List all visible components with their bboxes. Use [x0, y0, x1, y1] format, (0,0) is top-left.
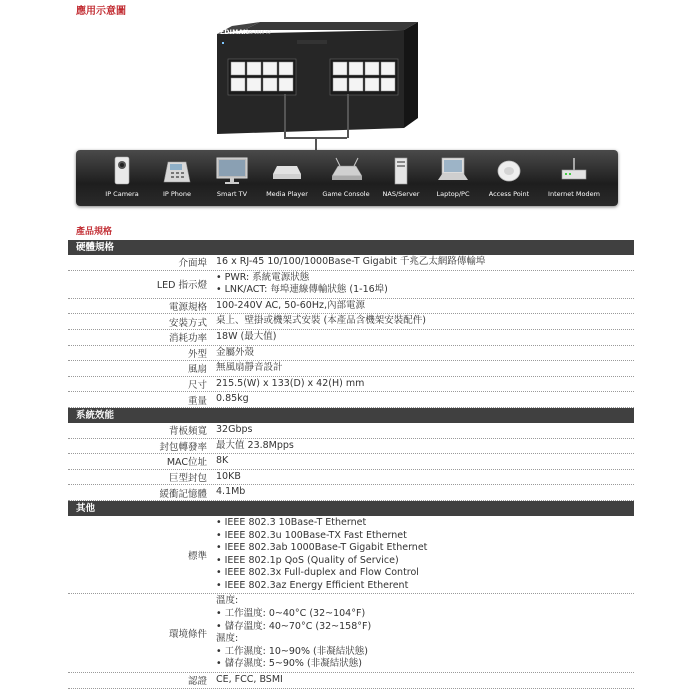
device-smart-tv [212, 150, 252, 206]
access-point-icon [495, 156, 523, 186]
spec-row [68, 314, 634, 330]
spec-row [68, 516, 634, 595]
spec-value-line: 最大值 23.8Mpps [216, 439, 294, 451]
cable-line-right [347, 94, 349, 138]
device-label: IP Phone [162, 190, 192, 198]
spec-label: LED 指示燈 [156, 280, 207, 292]
spec-label: 尺寸 [187, 380, 207, 392]
spec-row [68, 454, 634, 470]
spec-value-line: 8K [216, 455, 229, 467]
spec-value-line: • 儲存溫度: 40~70°C (32~158°F) [216, 620, 372, 632]
spec-label: 重量 [187, 395, 207, 407]
spec-value [216, 299, 634, 314]
spec-value-line: • 工作濕度: 10~90% (非凝結狀態) [216, 645, 368, 657]
ethernet-port [231, 62, 245, 75]
spec-value [216, 516, 634, 594]
device-media-player [267, 150, 307, 206]
ethernet-port [247, 62, 261, 75]
device-bar [76, 150, 618, 206]
spec-value [216, 330, 634, 345]
spec-label: 緩衝記憶體 [159, 488, 207, 500]
spec-row [68, 470, 634, 486]
spec-row [68, 346, 634, 362]
switch-model: GS-1016 V2 [247, 30, 271, 35]
spec-value [216, 439, 634, 454]
spec-value [216, 392, 634, 407]
spec-value-line: • IEEE 802.3ab 1000Base-T Gigabit Ethernet [216, 542, 428, 554]
spec-value-line: 10KB [216, 470, 241, 482]
spec-row [68, 423, 634, 439]
spec-value-line: 100-240V AC, 50-60Hz,內部電源 [216, 299, 365, 311]
ethernet-port [365, 62, 379, 75]
spec-row [68, 673, 634, 689]
spec-value-line: 無風扇靜音設計 [216, 362, 283, 374]
spec-value-line: 濕度: [216, 633, 239, 645]
spec-row [68, 330, 634, 346]
cable-line-drop [315, 137, 317, 150]
device-ip-camera [102, 150, 142, 206]
spec-value-line: • IEEE 802.1p QoS (Quality of Service) [216, 554, 399, 566]
switch-image [214, 18, 419, 143]
spec-value [216, 485, 634, 500]
spec-row [68, 299, 634, 315]
spec-value [216, 361, 634, 376]
spec-row [68, 485, 634, 501]
spec-value [216, 314, 634, 329]
spec-value-line: 桌上、壁掛或機架式安裝 (本產品含機架安裝配件) [216, 315, 426, 327]
modem-icon [559, 156, 589, 186]
spec-value-line: 4.1Mb [216, 486, 246, 498]
spec-group-header: 系統效能 [68, 408, 634, 423]
nas-server-icon [392, 156, 410, 186]
spec-value-line: • IEEE 802.3az Energy Efficient Etherent [216, 579, 409, 591]
spec-row [68, 361, 634, 377]
spec-value [216, 454, 634, 469]
spec-label: 外型 [187, 348, 207, 360]
spec-row [68, 377, 634, 393]
spec-row [68, 439, 634, 455]
spec-group-header: 其他 [68, 501, 634, 516]
game-console-icon [326, 156, 366, 186]
spec-row [68, 594, 634, 673]
spec-row [68, 271, 634, 299]
spec-value [216, 594, 634, 672]
device-label: NAS/Server [382, 190, 420, 198]
laptop-icon [437, 156, 469, 186]
spec-value [216, 255, 634, 270]
spec-value-line: • IEEE 802.3x Full-duplex and Flow Control [216, 567, 419, 579]
spec-value-line: • IEEE 802.3u 100Base-TX Fast Ethernet [216, 529, 407, 541]
spec-label: MAC位址 [166, 457, 207, 469]
cable-line-left [284, 94, 286, 138]
ethernet-port [381, 78, 395, 91]
ethernet-port [333, 62, 347, 75]
spec-row [68, 392, 634, 408]
ethernet-port [231, 78, 245, 91]
device-access-point [489, 150, 529, 206]
spec-row [68, 255, 634, 271]
ethernet-port [349, 78, 363, 91]
spec-value-line: 金屬外殼 [216, 346, 255, 358]
spec-value [216, 271, 634, 298]
spec-label: 巨型封包 [168, 473, 207, 485]
spec-group-header: 硬體規格 [68, 240, 634, 255]
spec-value [216, 423, 634, 438]
device-ip-phone [157, 150, 197, 206]
device-label: Internet Modem [548, 190, 600, 198]
spec-label: 安裝方式 [168, 317, 207, 329]
spec-label: 消耗功率 [168, 333, 207, 345]
spec-value-line: 0.85kg [216, 393, 249, 405]
ethernet-port [381, 62, 395, 75]
media-player-icon [271, 156, 303, 186]
device-label: Game Console [322, 190, 370, 198]
switch-brand: EDIMAX [220, 29, 249, 36]
spec-label: 電源規格 [168, 302, 207, 314]
spec-value-line: 溫度: [216, 595, 239, 607]
ip-camera-icon [113, 156, 131, 186]
device-label: Laptop/PC [436, 190, 470, 198]
spec-value-line: • 工作溫度: 0~40°C (32~104°F) [216, 608, 366, 620]
spec-value-line: • PWR: 系統電源狀態 [216, 271, 310, 283]
spec-value [216, 470, 634, 485]
ethernet-port [279, 78, 293, 91]
ethernet-port [349, 62, 363, 75]
spec-value [216, 673, 634, 688]
ethernet-port [263, 62, 277, 75]
smart-tv-icon [216, 156, 248, 186]
spec-value-line: • 儲存濕度: 5~90% (非凝結狀態) [216, 658, 362, 670]
spec-value [216, 346, 634, 361]
ip-phone-icon [162, 156, 192, 184]
device-label: IP Camera [105, 190, 139, 198]
device-label: Smart TV [216, 190, 248, 198]
spec-label: 環境條件 [168, 629, 207, 641]
ethernet-port [333, 78, 347, 91]
page-title: 應用示意圖 [76, 6, 126, 17]
spec-value-line: 215.5(W) x 133(D) x 42(H) mm [216, 377, 365, 389]
spec-table [68, 240, 634, 689]
spec-value-line: 18W (最大值) [216, 330, 277, 342]
spec-label: 封包轉發率 [159, 441, 207, 453]
spec-value-line: • IEEE 802.3 10Base-T Ethernet [216, 516, 367, 528]
section-title: 產品規格 [76, 227, 113, 237]
spec-value-line: • LNK/ACT: 每埠連線傳輸狀態 (1-16埠) [216, 284, 388, 296]
ethernet-port [263, 78, 277, 91]
device-modem [550, 150, 598, 206]
spec-label: 認證 [187, 676, 207, 688]
spec-value-line: 16 x RJ-45 10/100/1000Base-T Gigabit 千兆乙太網路傳輸埠 [216, 256, 486, 267]
spec-label: 背板頻寬 [168, 426, 207, 438]
spec-label: 標準 [187, 550, 207, 562]
spec-value-line: 32Gbps [216, 423, 253, 435]
ethernet-port [247, 78, 261, 91]
device-laptop [433, 150, 473, 206]
ethernet-port [279, 62, 293, 75]
spec-value-line: CE, FCC, BSMI [216, 674, 283, 686]
spec-value [216, 377, 634, 392]
device-label: Media Player [266, 190, 308, 198]
spec-label: 風扇 [187, 364, 207, 376]
device-label: Access Point [488, 190, 530, 198]
ethernet-port [365, 78, 379, 91]
spec-label: 介面埠 [178, 258, 207, 270]
